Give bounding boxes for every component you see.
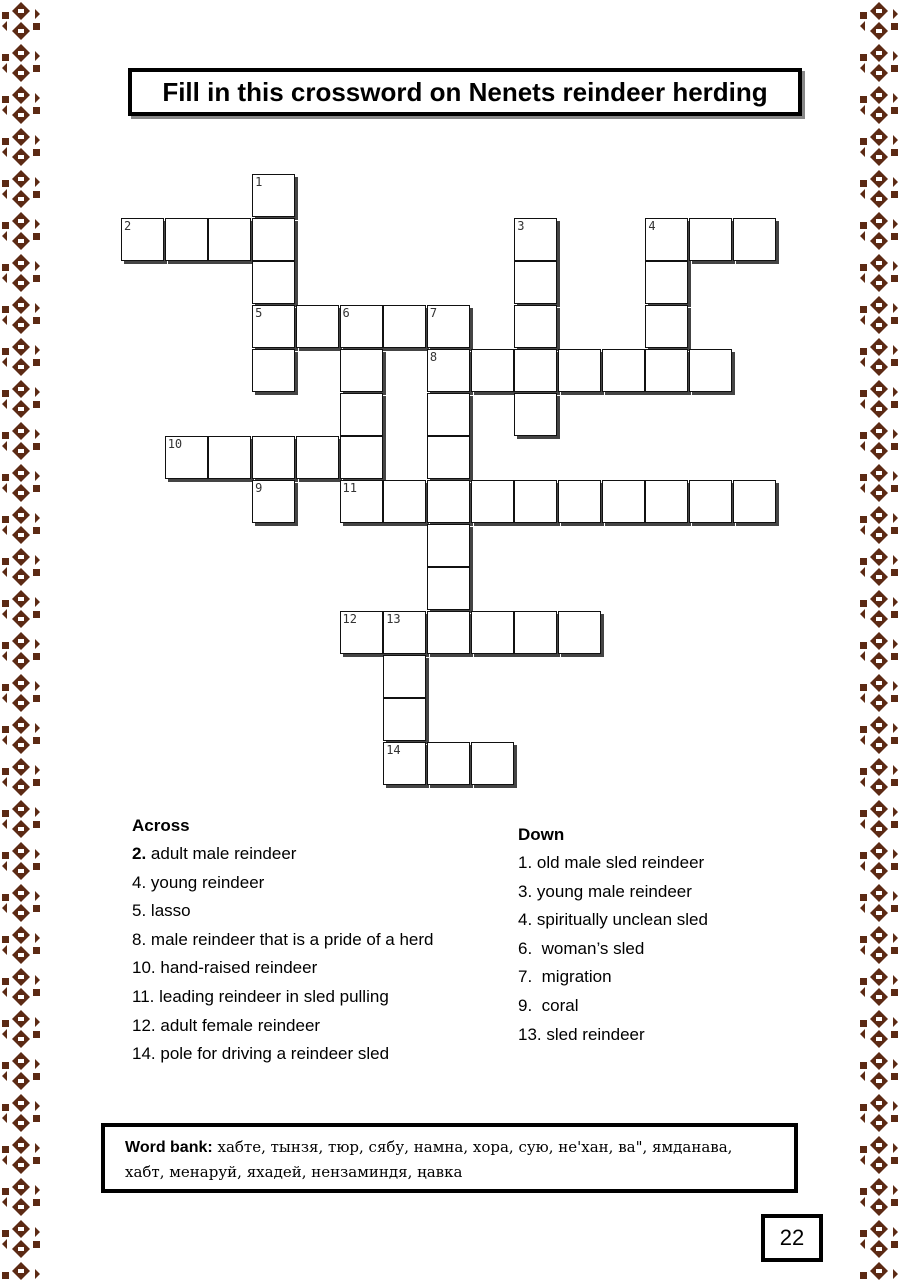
crossword-cell[interactable] (514, 218, 557, 261)
crossword-cell[interactable] (383, 305, 426, 348)
clue-num: 1. (518, 853, 533, 872)
across-clue (132, 954, 433, 983)
clue-number: 11 (342, 480, 357, 495)
crossword-cell[interactable] (340, 305, 383, 348)
crossword-cell[interactable] (252, 261, 295, 304)
across-clue (132, 983, 433, 1012)
clue-num: 12. (132, 1015, 156, 1035)
clue-text: spiritually unclean sled (536, 910, 708, 930)
crossword-cell[interactable] (471, 742, 514, 785)
clue-text: hand-raised reindeer (160, 958, 318, 978)
clue-num: 4. (132, 872, 147, 892)
crossword-cell[interactable] (558, 480, 601, 523)
crossword-cell[interactable] (252, 436, 295, 479)
crossword-cell[interactable] (689, 349, 732, 392)
crossword-cell[interactable] (252, 174, 295, 217)
crossword-cell[interactable] (427, 524, 470, 567)
word-bank-label: Word bank: (125, 1139, 213, 1156)
clue-number: 2 (124, 218, 132, 233)
clue-num: 13. (518, 1024, 542, 1044)
crossword-cell[interactable] (427, 480, 470, 523)
crossword-cell[interactable] (733, 218, 776, 261)
across-clues (132, 812, 433, 1069)
clue-text: old male sled reindeer (536, 853, 705, 872)
crossword-cell[interactable] (383, 698, 426, 741)
crossword-cell[interactable] (471, 349, 514, 392)
crossword-cell[interactable] (427, 436, 470, 479)
clue-text: adult female reindeer (160, 1015, 321, 1035)
clue-text: pole for driving a reindeer sled (160, 1044, 390, 1064)
crossword-cell[interactable] (689, 480, 732, 523)
clue-number: 8 (429, 349, 438, 364)
crossword-cell[interactable] (208, 436, 251, 479)
crossword-cell[interactable] (252, 349, 295, 392)
down-clue (518, 963, 708, 992)
crossword-cell[interactable] (427, 611, 470, 654)
crossword-cell[interactable] (383, 480, 426, 523)
crossword-cell[interactable] (602, 480, 645, 523)
clue-number: 14 (386, 743, 401, 758)
clue-num: 10. (132, 958, 156, 978)
crossword-cell[interactable] (427, 393, 470, 436)
page-title: Fill in this crossword on Nenets reindeer herding (162, 76, 768, 107)
crossword-cell[interactable] (252, 218, 295, 261)
clue-text: sled reindeer (546, 1024, 645, 1044)
crossword-cell[interactable] (121, 218, 164, 261)
clue-text: leading reindeer in sled pulling (159, 986, 389, 1006)
crossword-cell[interactable] (645, 218, 688, 261)
crossword-cell[interactable] (514, 393, 557, 436)
across-heading: Across (132, 816, 190, 835)
down-clue (518, 906, 708, 935)
clue-num: 3. (518, 881, 533, 901)
crossword-cell[interactable] (645, 349, 688, 392)
clue-text: adult male reindeer (150, 844, 297, 863)
crossword-cell[interactable] (514, 261, 557, 304)
clue-text: young reindeer (150, 872, 265, 892)
down-clue (518, 992, 708, 1021)
clue-text: young male reindeer (536, 881, 692, 901)
crossword-cell[interactable] (340, 480, 383, 523)
clue-num: 9. (518, 995, 533, 1015)
crossword-cell[interactable] (645, 261, 688, 304)
crossword-cell[interactable] (427, 567, 470, 610)
crossword-cell[interactable] (514, 349, 557, 392)
clue-num: 8. (132, 929, 147, 949)
down-clue (518, 935, 708, 964)
crossword-cell[interactable] (165, 436, 208, 479)
clue-number: 6 (342, 306, 350, 321)
across-clue (132, 1012, 433, 1041)
clue-text: coral (541, 995, 579, 1015)
clue-text: lasso (150, 901, 191, 921)
crossword-cell[interactable] (514, 611, 557, 654)
clue-number: 9 (255, 480, 263, 495)
page-number (761, 1214, 823, 1262)
crossword-cell[interactable] (427, 305, 470, 348)
across-clue (132, 926, 433, 955)
crossword-cell[interactable] (514, 480, 557, 523)
down-clue (518, 849, 708, 878)
crossword-cell[interactable] (645, 480, 688, 523)
clue-number: 10 (167, 437, 183, 452)
clue-num: 6. (518, 938, 533, 958)
down-clue (518, 1021, 708, 1050)
clue-num: 5. (132, 901, 147, 921)
clue-num: 7. (518, 967, 533, 987)
crossword-cell[interactable] (340, 436, 383, 479)
clue-number: 7 (429, 306, 438, 321)
crossword-cell[interactable] (471, 480, 514, 523)
clue-number: 13 (386, 612, 401, 626)
crossword-cell[interactable] (252, 305, 295, 348)
down-clues (518, 821, 708, 1049)
clue-num: 14. (132, 1044, 156, 1064)
crossword-cell[interactable] (471, 611, 514, 654)
clue-text: male reindeer that is a pride of a herd (150, 929, 434, 949)
crossword-cell[interactable] (602, 349, 645, 392)
clue-number: 3 (517, 218, 525, 233)
word-bank-words: хабте, тынзя, тюр, сябу, намна, хора, сую, не'хан, ва", ямданава, хабт, менаруй, яхадей, нензаминдя, ңавка (125, 1138, 733, 1181)
clue-number: 12 (342, 612, 357, 626)
crossword-cell[interactable] (296, 305, 339, 348)
across-clue (132, 869, 433, 898)
clue-num: 2. (132, 844, 147, 863)
clue-number: 5 (255, 306, 263, 321)
page-number-text: 22 (779, 1225, 805, 1250)
crossword-cell[interactable] (165, 218, 208, 261)
clue-text: woman’s sled (541, 938, 645, 958)
crossword-cell[interactable] (383, 611, 426, 654)
crossword-cell[interactable] (558, 349, 601, 392)
crossword-cell[interactable] (427, 742, 470, 785)
crossword-cell[interactable] (733, 480, 776, 523)
crossword-cell[interactable] (383, 742, 426, 785)
crossword-cell[interactable] (427, 349, 470, 392)
word-bank (101, 1123, 798, 1193)
crossword-cell[interactable] (383, 655, 426, 698)
crossword-cell[interactable] (514, 305, 557, 348)
clue-number: 4 (648, 218, 656, 233)
across-clue (132, 1040, 433, 1069)
clue-num: 4. (518, 910, 533, 930)
across-clue (132, 840, 433, 869)
crossword-cell[interactable] (645, 305, 688, 348)
crossword-cell[interactable] (296, 436, 339, 479)
crossword-cell[interactable] (208, 218, 251, 261)
clue-text: migration (541, 967, 612, 987)
crossword-cell[interactable] (340, 349, 383, 392)
across-clue (132, 897, 433, 926)
crossword-cell[interactable] (252, 480, 295, 523)
crossword-cell[interactable] (558, 611, 601, 654)
down-clue (518, 878, 708, 907)
clue-num: 11. (132, 986, 155, 1006)
crossword-cell[interactable] (689, 218, 732, 261)
clue-number: 1 (255, 175, 263, 189)
crossword-cell[interactable] (340, 611, 383, 654)
down-heading: Down (518, 825, 565, 844)
crossword-cell[interactable] (340, 393, 383, 436)
